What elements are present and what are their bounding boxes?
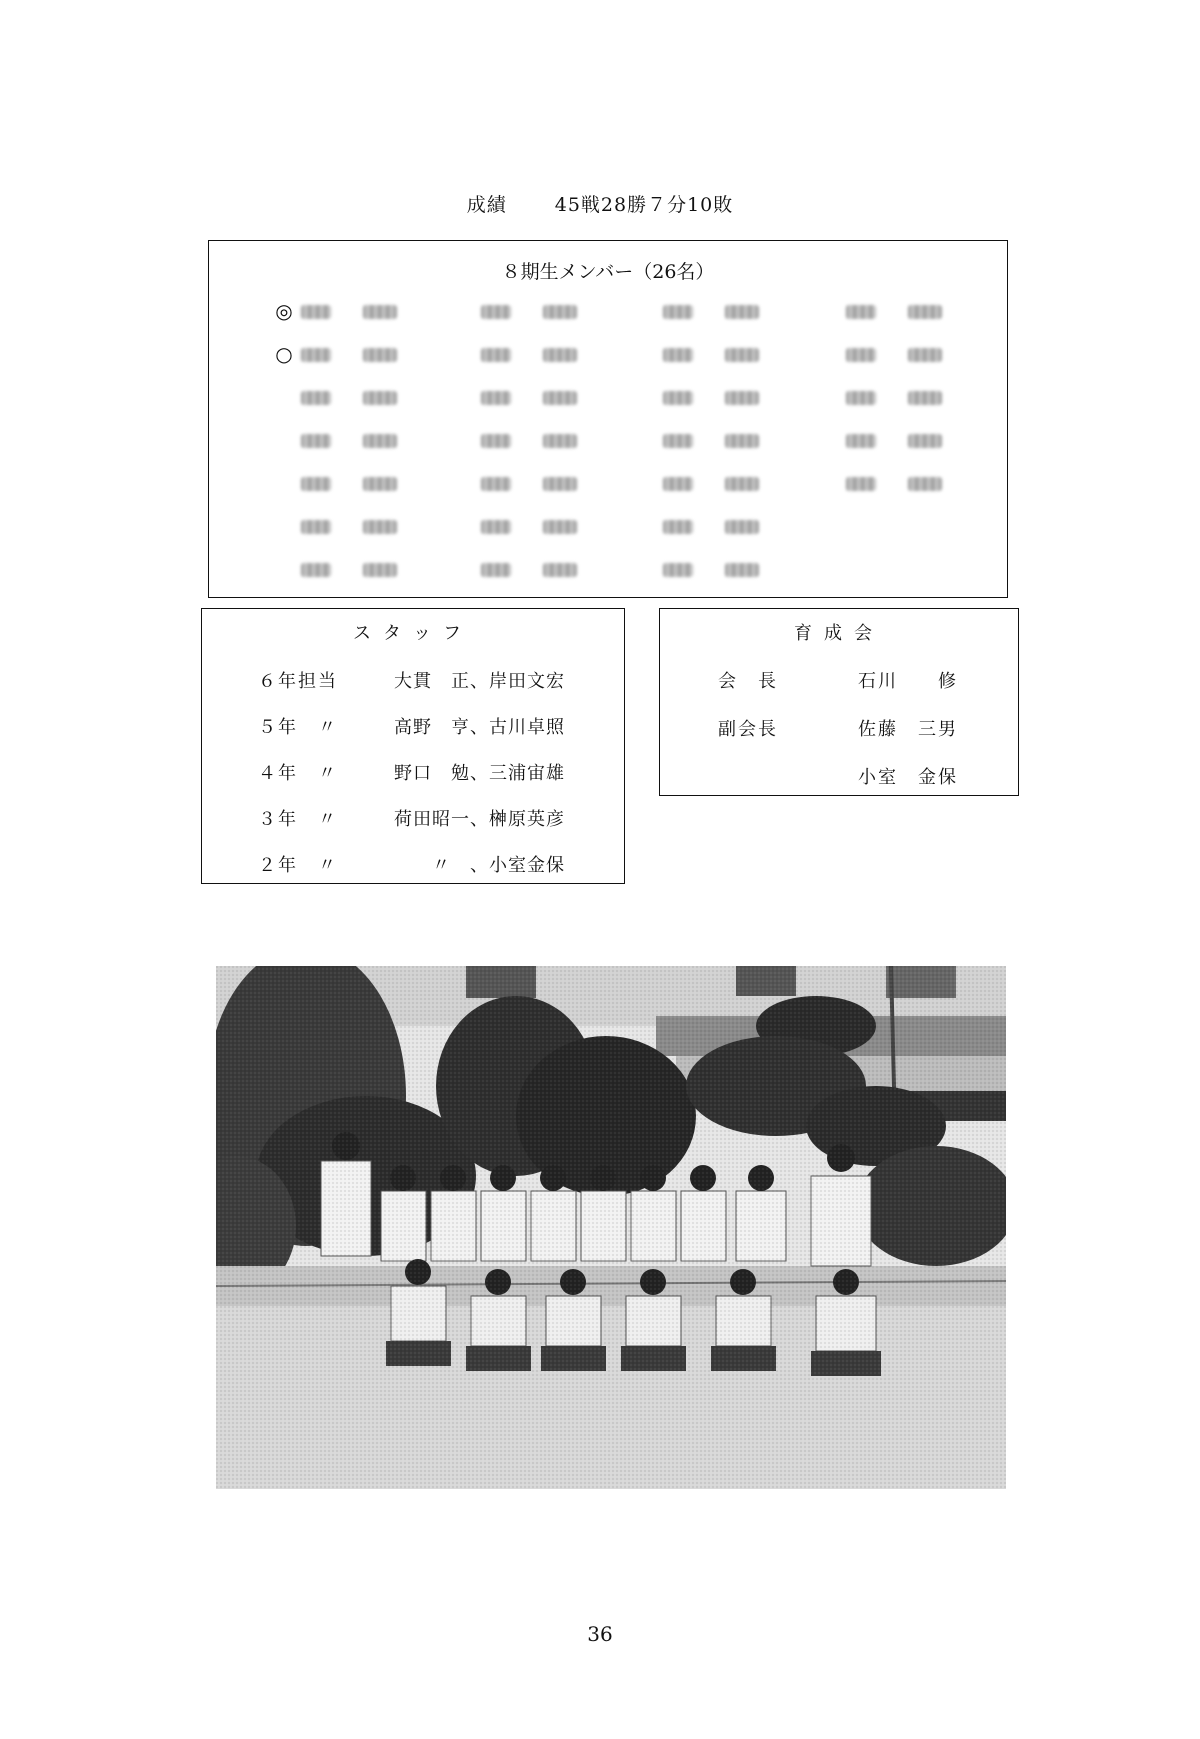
team-photo-image xyxy=(216,966,1006,1489)
member-entry xyxy=(459,383,619,413)
member-row xyxy=(279,426,979,469)
member-entry xyxy=(641,426,801,456)
support-person: 佐藤 三男 xyxy=(858,719,958,740)
redacted-surname xyxy=(846,305,876,319)
redacted-given-name xyxy=(363,391,397,405)
redacted-surname xyxy=(846,348,876,362)
redacted-given-name xyxy=(363,520,397,534)
redacted-surname xyxy=(481,434,511,448)
redacted-given-name xyxy=(908,348,942,362)
staff-box xyxy=(201,608,625,884)
record-label: 成績 xyxy=(466,194,507,216)
redacted-given-name xyxy=(725,391,759,405)
redacted-given-name xyxy=(363,477,397,491)
redacted-given-name xyxy=(725,563,759,577)
redacted-surname xyxy=(663,520,693,534)
staff-grade: ２年 〃 xyxy=(258,855,338,876)
member-row xyxy=(279,555,979,598)
redacted-surname xyxy=(481,348,511,362)
redacted-surname xyxy=(301,305,331,319)
redacted-given-name xyxy=(363,305,397,319)
support-row xyxy=(660,715,1020,745)
staff-row xyxy=(252,667,612,697)
redacted-given-name xyxy=(543,391,577,405)
member-entry xyxy=(824,469,984,499)
staff-names: 野口 勉、三浦宙雄 xyxy=(394,763,565,784)
redacted-surname xyxy=(663,391,693,405)
member-row xyxy=(275,297,979,340)
team-photo xyxy=(216,966,1006,1489)
member-row xyxy=(279,512,979,555)
support-person: 石川 修 xyxy=(858,671,958,692)
member-entry xyxy=(279,555,439,585)
member-entry xyxy=(459,340,619,370)
redacted-given-name xyxy=(543,563,577,577)
staff-title: スタッフ xyxy=(353,623,473,644)
redacted-surname xyxy=(481,391,511,405)
redacted-given-name xyxy=(543,434,577,448)
redacted-given-name xyxy=(363,434,397,448)
member-entry xyxy=(279,426,439,456)
staff-row xyxy=(252,805,612,835)
member-entry xyxy=(641,297,801,327)
staff-names: 大貫 正、岸田文宏 xyxy=(394,671,565,692)
redacted-surname xyxy=(846,391,876,405)
member-entry xyxy=(279,383,439,413)
redacted-given-name xyxy=(725,520,759,534)
staff-row xyxy=(252,713,612,743)
page-number: 36 xyxy=(587,1622,613,1646)
redacted-surname xyxy=(481,305,511,319)
member-row xyxy=(279,383,979,426)
redacted-surname xyxy=(301,391,331,405)
redacted-given-name xyxy=(908,391,942,405)
redacted-given-name xyxy=(543,305,577,319)
member-entry xyxy=(824,426,984,456)
redacted-given-name xyxy=(725,348,759,362)
staff-names: 荷田昭一、榊原英彦 xyxy=(394,809,565,830)
staff-grade: ４年 〃 xyxy=(258,763,338,784)
support-person: 小室 金保 xyxy=(858,767,958,788)
redacted-given-name xyxy=(908,305,942,319)
member-entry xyxy=(641,340,801,370)
season-record xyxy=(0,190,1200,217)
member-entry xyxy=(275,297,439,327)
redacted-surname xyxy=(663,305,693,319)
record-value: 45戦28勝７分10敗 xyxy=(554,194,734,216)
members-box xyxy=(208,240,1008,598)
redacted-surname xyxy=(481,477,511,491)
redacted-surname xyxy=(301,563,331,577)
member-entry xyxy=(275,340,439,370)
redacted-given-name xyxy=(543,520,577,534)
redacted-given-name xyxy=(543,477,577,491)
redacted-given-name xyxy=(363,563,397,577)
redacted-surname xyxy=(663,434,693,448)
redacted-surname xyxy=(301,520,331,534)
member-entry xyxy=(459,426,619,456)
member-entry xyxy=(641,383,801,413)
staff-grade: ６年担当 xyxy=(258,671,338,692)
redacted-surname xyxy=(846,477,876,491)
redacted-surname xyxy=(301,477,331,491)
member-entry xyxy=(824,340,984,370)
staff-grade: ３年 〃 xyxy=(258,809,338,830)
redacted-given-name xyxy=(908,434,942,448)
support-row xyxy=(660,667,1020,697)
member-role-mark: ○ xyxy=(275,342,293,366)
redacted-surname xyxy=(663,348,693,362)
member-entry xyxy=(459,512,619,542)
member-entry xyxy=(279,469,439,499)
staff-row xyxy=(252,851,612,881)
redacted-surname xyxy=(481,520,511,534)
redacted-given-name xyxy=(725,434,759,448)
member-row xyxy=(275,340,979,383)
support-row xyxy=(660,763,1020,793)
member-entry xyxy=(279,512,439,542)
member-grid xyxy=(275,297,979,598)
staff-row xyxy=(252,759,612,789)
staff-names: 〃 、小室金保 xyxy=(394,855,565,876)
redacted-surname xyxy=(301,434,331,448)
redacted-given-name xyxy=(363,348,397,362)
members-title: ８期生メンバー（26名） xyxy=(501,261,715,283)
redacted-surname xyxy=(846,434,876,448)
member-entry xyxy=(641,555,801,585)
member-entry xyxy=(641,512,801,542)
redacted-given-name xyxy=(543,348,577,362)
member-entry xyxy=(641,469,801,499)
staff-names: 高野 亨、古川卓照 xyxy=(394,717,565,738)
member-entry xyxy=(459,469,619,499)
member-entry xyxy=(824,297,984,327)
support-role: 副会長 xyxy=(718,719,778,740)
redacted-surname xyxy=(663,477,693,491)
member-entry xyxy=(824,383,984,413)
member-role-mark: ◎ xyxy=(275,299,293,323)
support-role: 会 長 xyxy=(718,671,778,692)
support-association-box xyxy=(659,608,1019,796)
redacted-given-name xyxy=(725,477,759,491)
staff-grade: ５年 〃 xyxy=(258,717,338,738)
member-row xyxy=(279,469,979,512)
support-title: 育成会 xyxy=(794,623,884,644)
redacted-given-name xyxy=(725,305,759,319)
redacted-surname xyxy=(663,563,693,577)
redacted-given-name xyxy=(908,477,942,491)
member-entry xyxy=(459,297,619,327)
redacted-surname xyxy=(301,348,331,362)
redacted-surname xyxy=(481,563,511,577)
member-entry xyxy=(459,555,619,585)
